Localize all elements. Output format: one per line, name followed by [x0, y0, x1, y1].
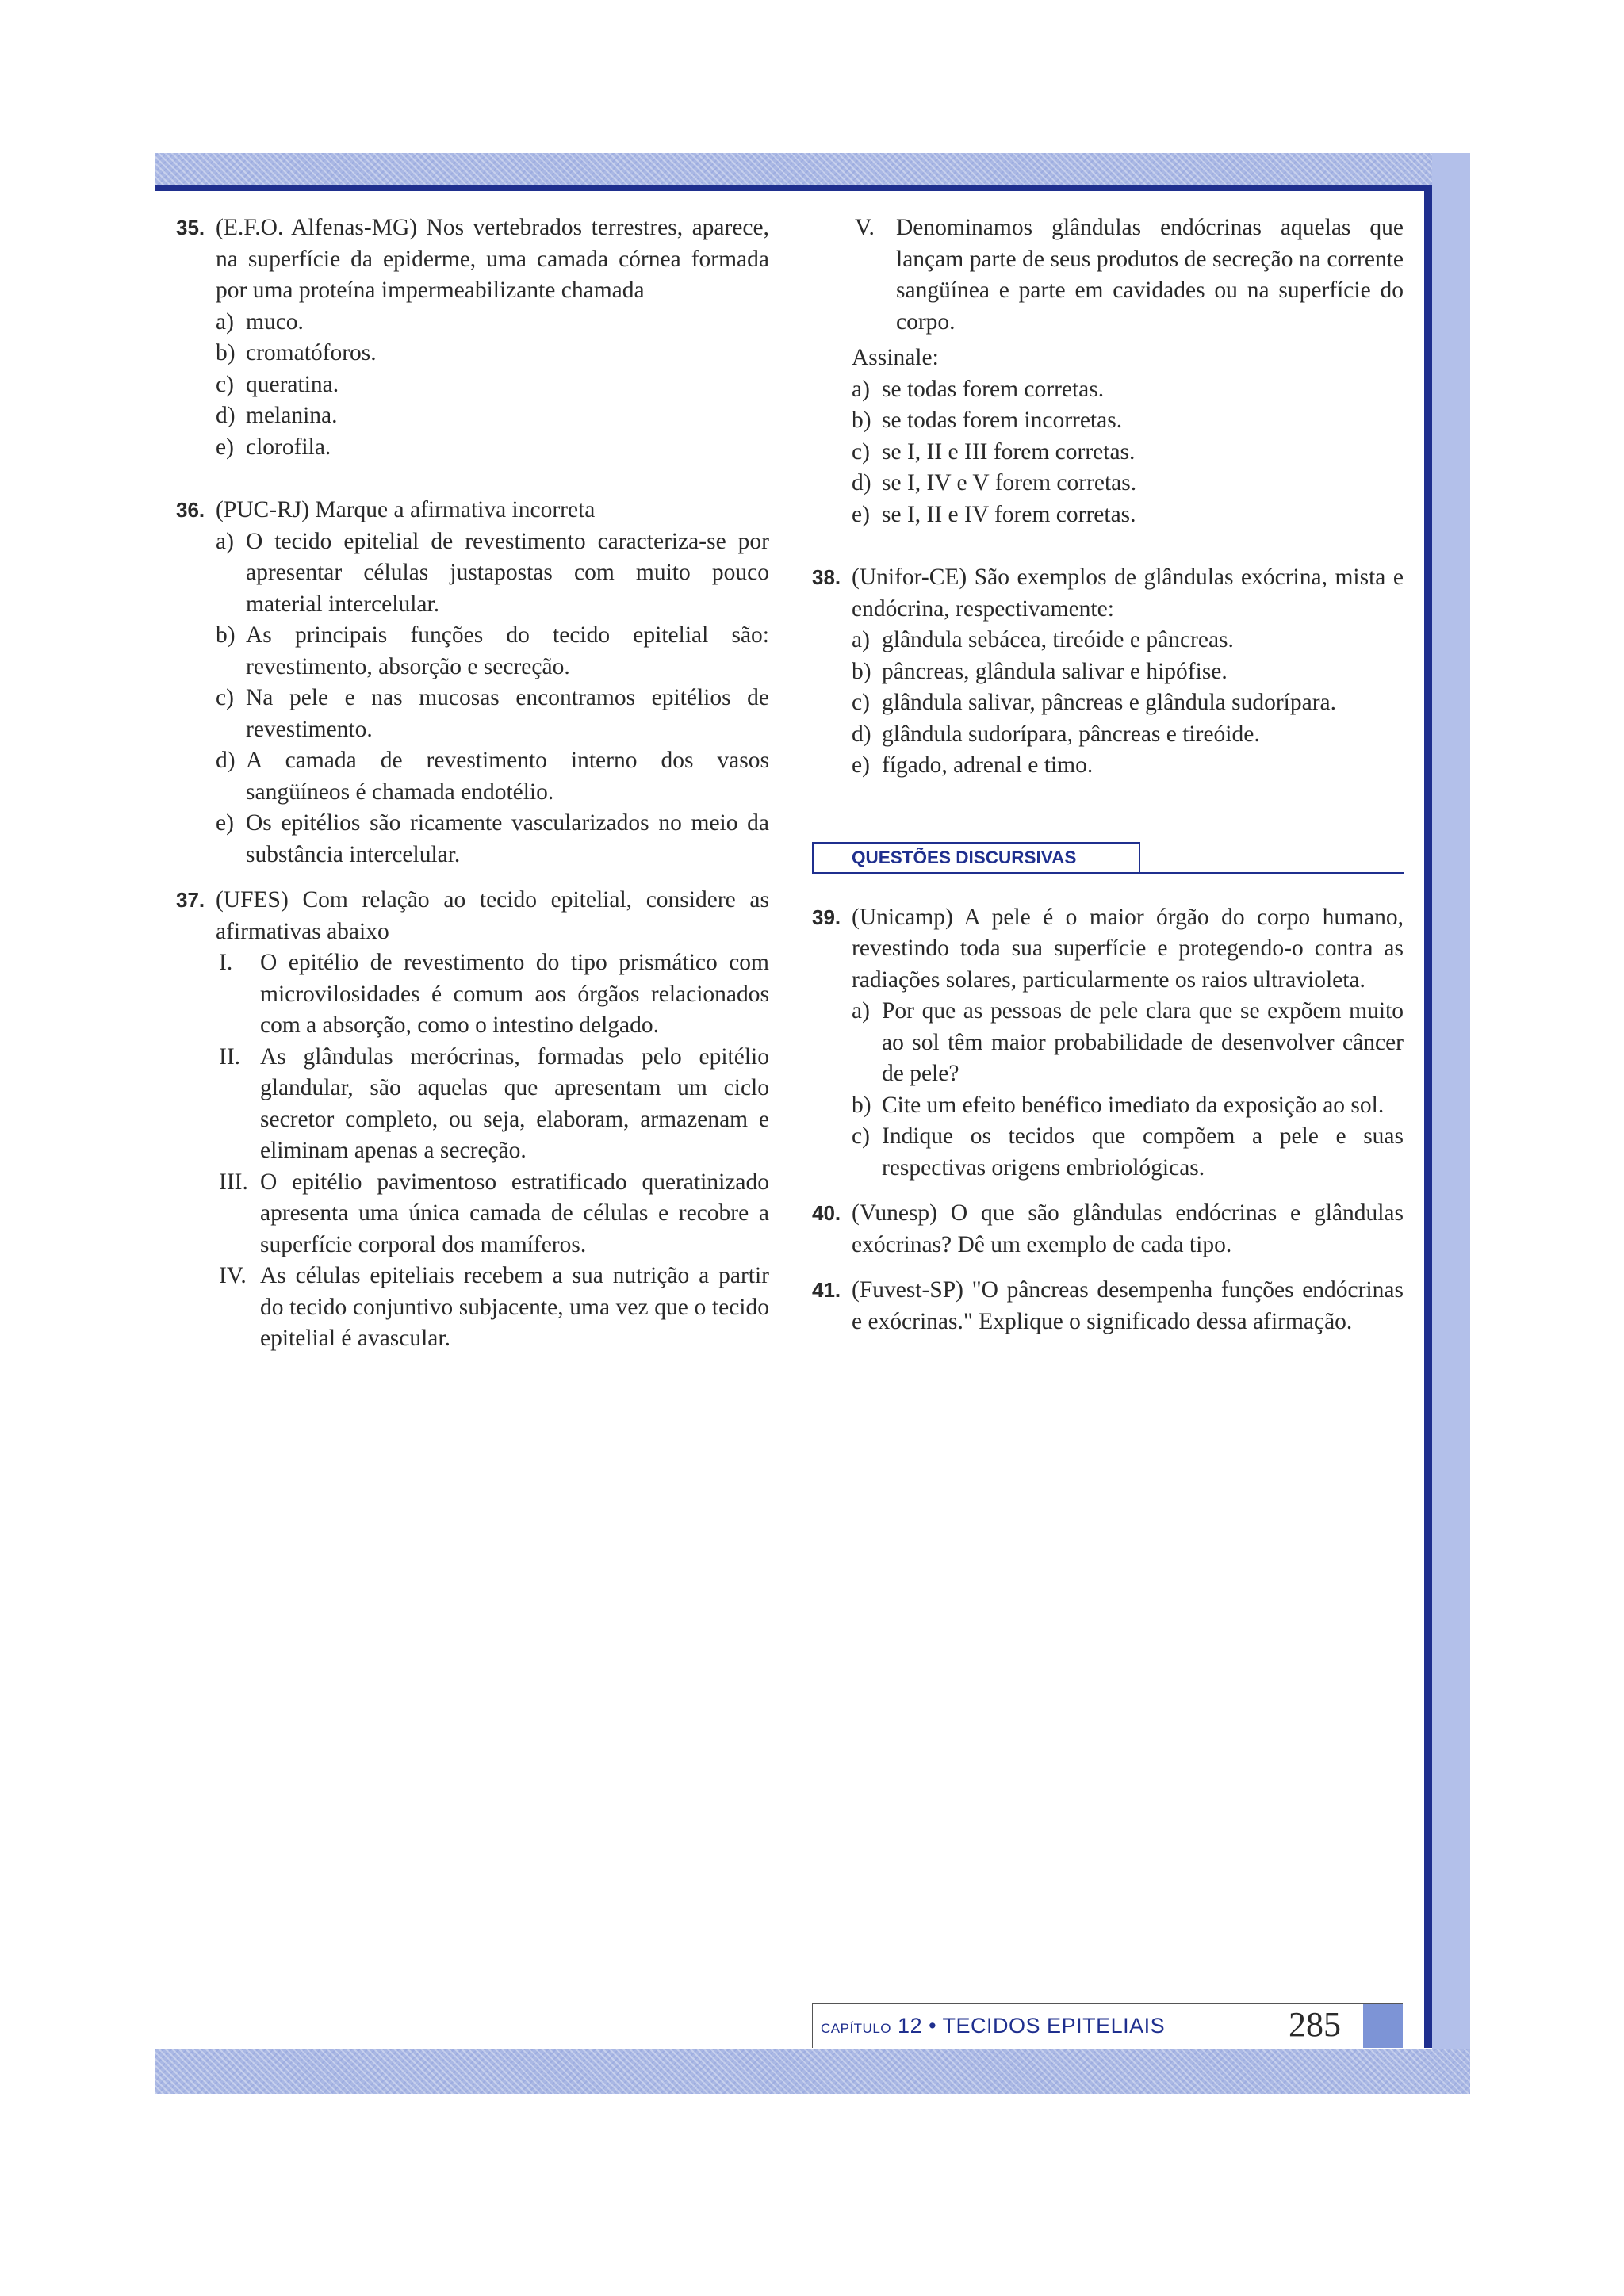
option-item	[852, 1090, 1404, 1122]
option-letter: b)	[216, 340, 236, 365]
question-35	[176, 212, 769, 463]
option-letter: c)	[216, 371, 234, 397]
question-stem: (E.F.O. Alfenas-MG) Nos vertebrados terrestres, aparece, na superfície da epiderme, uma camada córnea formada por uma proteína impermeabilizante chamada	[216, 215, 769, 303]
option-letter: c)	[216, 685, 234, 710]
question-stem: (UFES) Com relação ao tecido epitelial, considere as afirmativas abaixo	[216, 887, 769, 944]
statement-text: As glândulas merócrinas, formadas pelo epitélio glandular, são aquelas que apresentam um ciclo secretor completo, ou seja, elaboram, armazenam e eliminam apenas a secreção.	[260, 1043, 769, 1163]
option-item	[852, 687, 1404, 719]
question-number: 40.	[812, 1201, 841, 1225]
footer-accent-block	[1363, 2004, 1403, 2048]
statement-text: O epitélio pavimentoso estratificado queratinizado apresenta uma única camada de células e recobre a superfície corporal dos mamíferos.	[260, 1169, 769, 1257]
option-text: pâncreas, glândula salivar e hipófise.	[882, 658, 1228, 684]
question-number: 38.	[812, 565, 841, 589]
question-stem: (Vunesp) O que são glândulas endócrinas e glândulas exócrinas? Dê um exemplo de cada tipo.	[852, 1200, 1404, 1257]
option-letter: d)	[852, 470, 871, 496]
option-list	[852, 374, 1404, 531]
section-title: QUESTÕES DISCURSIVAS	[812, 842, 1140, 874]
option-list	[216, 526, 769, 871]
question-stem: (PUC-RJ) Marque a afirmativa incorreta	[216, 497, 596, 522]
statement-list	[852, 212, 1404, 338]
question-number: 41.	[812, 1278, 841, 1302]
option-item	[216, 620, 769, 683]
statement-text: O epitélio de revestimento do tipo prismático com microvilosidades é comum aos órgãos relacionados com a absorção, como o intestino delgado.	[260, 950, 769, 1038]
option-item	[852, 468, 1404, 499]
option-text: se I, IV e V forem corretas.	[882, 470, 1137, 496]
option-item	[216, 526, 769, 621]
statement-item	[219, 1042, 769, 1167]
top-rule	[155, 185, 1432, 191]
question-38	[812, 562, 1404, 782]
section-rule	[812, 872, 1404, 874]
assinale-label: Assinale:	[852, 345, 939, 370]
question-37-continued	[812, 212, 1404, 530]
option-item	[216, 307, 769, 339]
option-letter: d)	[216, 748, 236, 773]
option-list	[216, 307, 769, 464]
right-rule	[1424, 185, 1432, 2048]
right-column	[812, 212, 1404, 1337]
bottom-decorative-band	[155, 2049, 1470, 2094]
option-text: As principais funções do tecido epitelial são: revestimento, absorção e secreção.	[246, 622, 769, 679]
statement-numeral: II.	[219, 1043, 241, 1070]
option-letter: e)	[216, 434, 234, 460]
option-item	[852, 499, 1404, 531]
option-item	[216, 683, 769, 745]
question-number: 37.	[176, 888, 205, 912]
question-number: 35.	[176, 216, 205, 239]
option-text: Os epitélios são ricamente vascularizados no meio da substância intercelular.	[246, 810, 769, 867]
chapter-title	[821, 2014, 1165, 2038]
statement-item	[219, 1167, 769, 1261]
chapter-name: 12 • TECIDOS EPITELIAIS	[898, 2014, 1166, 2038]
option-text: fígado, adrenal e timo.	[882, 752, 1094, 778]
chapter-label: CAPÍTULO	[821, 2021, 892, 2036]
question-36	[176, 495, 769, 871]
option-item	[216, 432, 769, 464]
option-item	[216, 338, 769, 369]
option-letter: a)	[216, 528, 234, 554]
question-stem: (Unifor-CE) São exemplos de glândulas exócrina, mista e endócrina, respectivamente:	[852, 564, 1404, 622]
option-text: se todas forem corretas.	[882, 376, 1105, 402]
option-letter: d)	[852, 721, 871, 747]
option-text: clorofila.	[246, 434, 331, 460]
option-text: se I, II e IV forem corretas.	[882, 501, 1136, 527]
statement-item	[855, 212, 1404, 338]
question-number: 39.	[812, 905, 841, 929]
option-text: Cite um efeito benéfico imediato da exposição ao sol.	[882, 1092, 1385, 1118]
option-item	[216, 745, 769, 808]
statement-numeral: III.	[219, 1169, 248, 1195]
option-item	[852, 719, 1404, 751]
option-letter: e)	[852, 752, 870, 778]
top-decorative-band	[155, 153, 1470, 185]
option-item	[852, 625, 1404, 656]
statement-numeral: IV.	[219, 1263, 247, 1288]
option-letter: a)	[852, 998, 870, 1024]
option-item	[216, 400, 769, 432]
question-40	[812, 1198, 1404, 1261]
statement-item	[219, 947, 769, 1042]
option-text: cromatóforos.	[246, 340, 377, 365]
option-letter: c)	[852, 690, 870, 715]
option-text: se I, II e III forem corretas.	[882, 438, 1136, 465]
option-text: Indique os tecidos que compõem a pele e suas respectivas origens embriológicas.	[882, 1123, 1404, 1181]
option-item	[852, 1121, 1404, 1184]
statement-text: Denominamos glândulas endócrinas aquelas que lançam parte de seus produtos de secreção na corrente sangüínea e parte em cavidades ou na superfície do corpo.	[896, 215, 1404, 335]
option-text: A camada de revestimento interno dos vasos sangüíneos é chamada endotélio.	[246, 748, 769, 805]
page-footer	[812, 2003, 1403, 2048]
option-text: queratina.	[246, 371, 339, 397]
statement-text: As células epiteliais recebem a sua nutrição a partir do tecido conjuntivo subjacente, uma vez que o tecido epitelial é avascular.	[260, 1263, 769, 1351]
option-text: O tecido epitelial de revestimento caracteriza-se por apresentar células justapostas com muito pouco material intercelular.	[246, 528, 769, 617]
option-text: glândula sebácea, tireóide e pâncreas.	[882, 627, 1234, 652]
option-text: glândula salivar, pâncreas e glândula sudorípara.	[882, 690, 1337, 715]
option-letter: c)	[852, 438, 870, 465]
option-letter: d)	[216, 403, 236, 428]
statement-numeral: V.	[855, 215, 875, 240]
option-letter: c)	[852, 1123, 870, 1149]
option-item	[852, 405, 1404, 437]
left-column	[176, 212, 769, 1355]
question-stem: (Fuvest-SP) "O pâncreas desempenha funções endócrinas e exócrinas." Explique o significado dessa afirmação.	[852, 1277, 1404, 1334]
option-item	[852, 437, 1404, 469]
option-list	[852, 625, 1404, 782]
option-text: glândula sudorípara, pâncreas e tireóide.	[882, 721, 1260, 747]
option-item	[852, 750, 1404, 782]
option-letter: e)	[216, 810, 234, 836]
statement-item	[219, 1261, 769, 1355]
option-list	[852, 996, 1404, 1184]
option-item	[216, 369, 769, 401]
option-text: muco.	[246, 308, 304, 335]
question-39	[812, 902, 1404, 1184]
question-stem: (Unicamp) A pele é o maior órgão do corpo humano, revestindo toda sua superfície e protegendo-o contra as radiações solares, particularmente os raios ultravioleta.	[852, 904, 1404, 993]
statement-numeral: I.	[219, 950, 233, 975]
option-text: melanina.	[246, 403, 338, 428]
option-letter: b)	[852, 1092, 871, 1118]
statement-list	[216, 947, 769, 1355]
option-letter: b)	[216, 622, 236, 648]
option-item	[852, 996, 1404, 1090]
option-letter: b)	[852, 658, 871, 684]
option-text: se todas forem incorretas.	[882, 408, 1123, 433]
option-letter: b)	[852, 408, 871, 433]
section-header	[812, 842, 1404, 883]
question-number: 36.	[176, 498, 205, 522]
option-letter: a)	[852, 627, 870, 652]
page-number: 285	[1289, 2005, 1341, 2044]
option-item	[216, 808, 769, 871]
option-item	[852, 656, 1404, 688]
option-letter: a)	[852, 376, 870, 402]
option-letter: a)	[216, 308, 234, 335]
option-text: Por que as pessoas de pele clara que se expõem muito ao sol têm maior probabilidade de desenvolver câncer de pele?	[882, 998, 1404, 1086]
question-37	[176, 885, 769, 1355]
question-41	[812, 1275, 1404, 1337]
option-item	[852, 374, 1404, 406]
option-text: Na pele e nas mucosas encontramos epitélios de revestimento.	[246, 685, 769, 742]
option-letter: e)	[852, 501, 870, 527]
right-decorative-strip	[1432, 153, 1470, 2094]
